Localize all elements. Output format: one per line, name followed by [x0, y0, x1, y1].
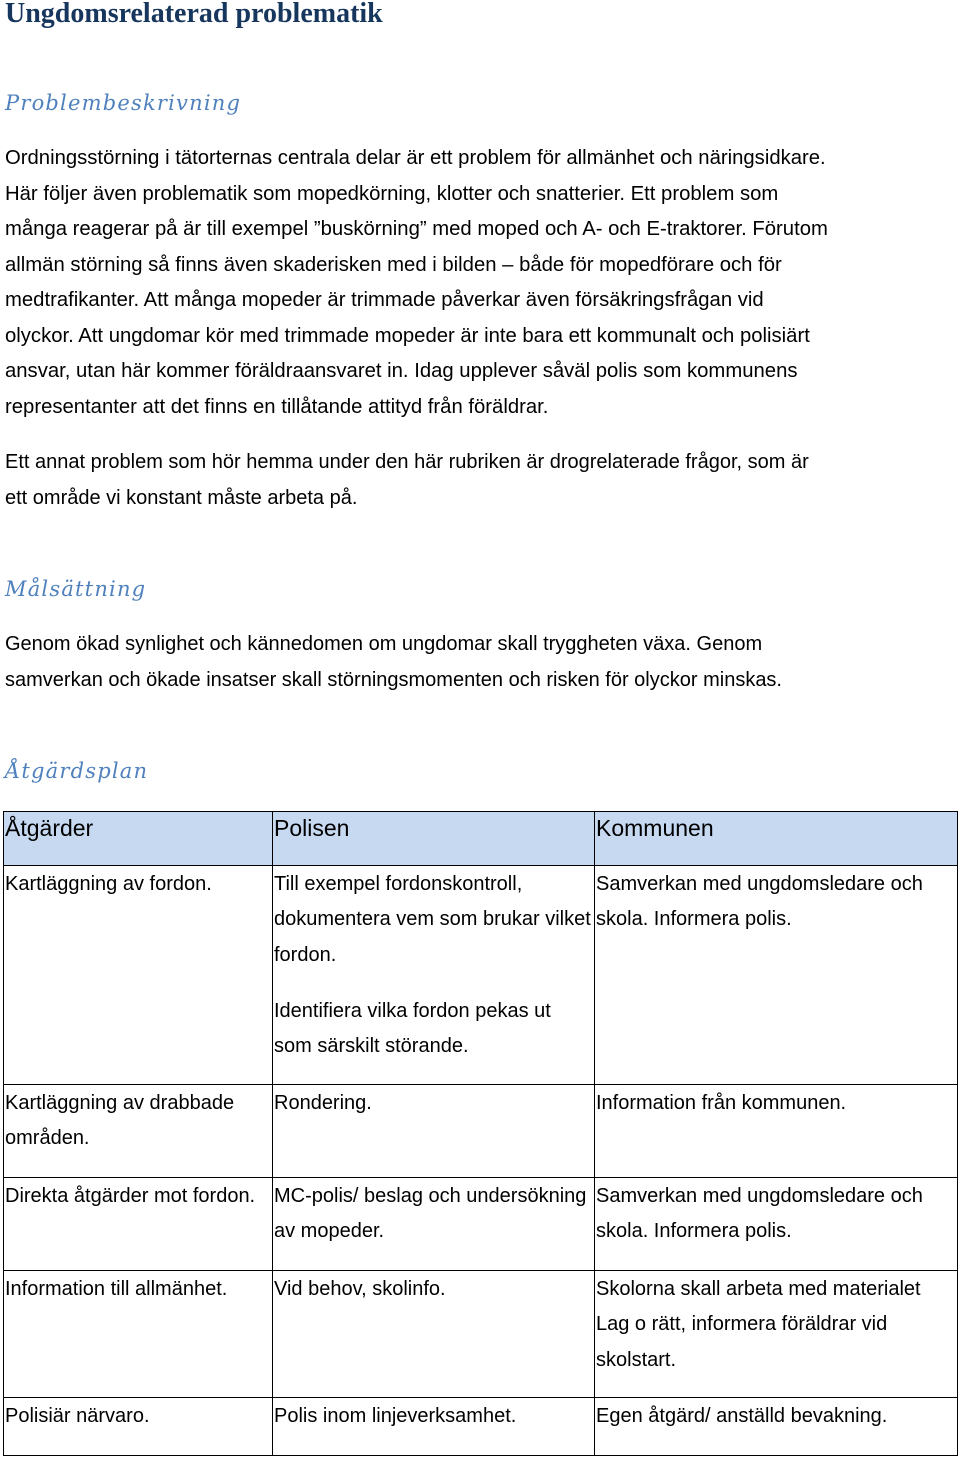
- cell-atgard: Kartläggning av drabbade områden.: [4, 1085, 273, 1178]
- document-title: Ungdomsrelaterad problematik: [5, 0, 383, 29]
- text-line: Ett annat problem som hör hemma under den här rubriken är drogrelaterade frågor, som är: [5, 451, 809, 473]
- text-line: många reagerar på är till exempel ”buskörning” med moped och A- och E-traktorer. Förutom: [5, 218, 828, 240]
- problem-paragraph-1: [5, 141, 955, 425]
- problem-paragraph-2: [5, 445, 955, 516]
- table-row: [4, 1085, 958, 1178]
- table-header-row: [4, 812, 958, 866]
- cell-polisen: [273, 1398, 595, 1456]
- cell-kommunen: Samverkan med ungdomsledare och skola. Informera polis.: [595, 866, 958, 1085]
- goal-paragraph: [5, 627, 955, 698]
- cell-atgard: Polisiär närvaro.: [4, 1398, 273, 1456]
- text-line: olyckor. Att ungdomar kör med trimmade mopeder är inte bara ett kommunalt och polisiärt: [5, 324, 810, 347]
- heading-atgardsplan: Åtgärdsplan: [5, 759, 149, 783]
- cell-atgard: Information till allmänhet.: [4, 1271, 273, 1398]
- heading-problembeskrivning: Problembeskrivning: [5, 91, 242, 115]
- cell-kommunen: Samverkan med ungdomsledare och skola. Informera polis.: [595, 1178, 958, 1271]
- heading-malsattning: Målsättning: [5, 577, 147, 601]
- table-row: [4, 1178, 958, 1271]
- text-line: medtrafikanter. Att många mopeder är trimmade påverkar även försäkringsfrågan vid: [5, 289, 764, 311]
- table-row: [4, 866, 958, 1085]
- text-line: representanter att det finns en tillåtande attityd från föräldrar.: [5, 395, 549, 418]
- cell-polisen: [273, 1271, 595, 1398]
- text-line: samverkan och ökade insatser skall störningsmomenten och risken för olyckor minskas.: [5, 668, 782, 691]
- cell-paragraph: Rondering.: [274, 1092, 372, 1114]
- cell-atgard: Direkta åtgärder mot fordon.: [4, 1178, 273, 1271]
- text-line: allmän störning så finns även skaderisken med i bilden – både för mopedförare och för: [5, 253, 782, 276]
- cell-kommunen: Skolorna skall arbeta med materialet Lag o rätt, informera föräldrar vid skolstart.: [595, 1271, 958, 1398]
- text-line: ansvar, utan här kommer föräldraansvaret in. Idag upplever såväl polis som kommunens: [5, 360, 798, 382]
- column-header-kommunen: Kommunen: [595, 812, 958, 866]
- text-line: Här följer även problematik som mopedkörning, klotter och snatterier. Ett problem som: [5, 182, 779, 205]
- table-row: [4, 1398, 958, 1456]
- action-plan-table: [3, 811, 958, 1456]
- cell-polisen: [273, 866, 595, 1085]
- cell-kommunen: Information från kommunen.: [595, 1085, 958, 1178]
- cell-paragraph: Vid behov, skolinfo.: [274, 1278, 446, 1300]
- cell-paragraph: Identifiera vilka fordon pekas ut som särskilt störande.: [274, 999, 551, 1058]
- column-header-polisen: Polisen: [273, 812, 595, 866]
- text-line: Ordningsstörning i tätorternas centrala delar är ett problem för allmänhet och näringsidkare.: [5, 147, 826, 169]
- text-line: ett område vi konstant måste arbeta på.: [5, 486, 358, 509]
- cell-paragraph: Till exempel fordonskontroll, dokumentera vem som brukar vilket fordon.: [274, 873, 591, 966]
- cell-kommunen: Egen åtgärd/ anställd bevakning.: [595, 1398, 958, 1456]
- table-row: [4, 1271, 958, 1398]
- column-header-atgarder: Åtgärder: [4, 812, 273, 866]
- cell-paragraph: MC-polis/ beslag och undersökning av mopeder.: [274, 1185, 587, 1243]
- cell-polisen: [273, 1085, 595, 1178]
- text-line: Genom ökad synlighet och kännedomen om ungdomar skall tryggheten växa. Genom: [5, 633, 763, 655]
- cell-polisen: [273, 1178, 595, 1271]
- cell-atgard: Kartläggning av fordon.: [4, 866, 273, 1085]
- cell-paragraph: Polis inom linjeverksamhet.: [274, 1405, 517, 1427]
